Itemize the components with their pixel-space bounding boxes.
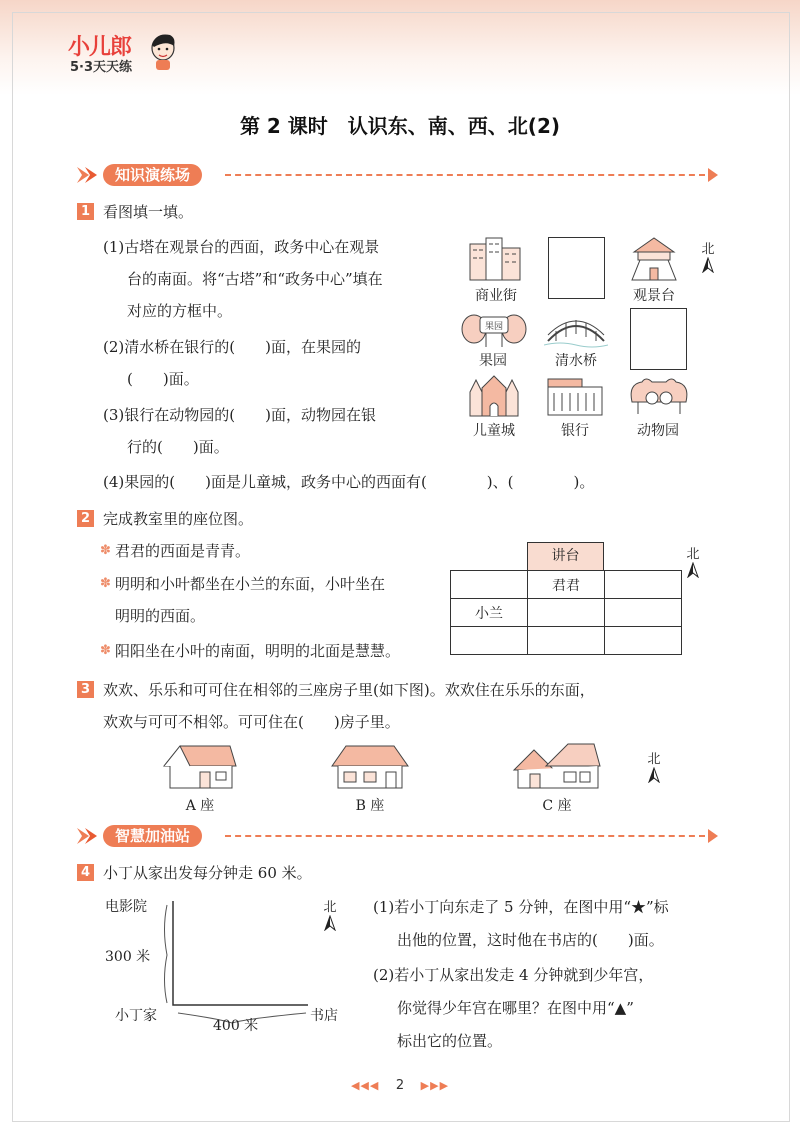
commercial-street-icon xyxy=(466,234,526,282)
seat-cell[interactable] xyxy=(451,627,528,655)
house-label-a: A 座 xyxy=(185,798,215,814)
bank-icon xyxy=(544,375,606,417)
page-footer xyxy=(0,1078,800,1093)
section-header-practice xyxy=(75,163,720,187)
north-arrow-icon xyxy=(687,562,699,578)
observation-deck-icon xyxy=(626,234,682,282)
map-label-childrens-city: 儿童城 xyxy=(473,423,515,439)
q1-part1-line3: 对应的方框中。 xyxy=(127,302,233,320)
seating-chart xyxy=(450,570,682,655)
label-cinema: 电影院 xyxy=(105,899,147,915)
house-c-icon xyxy=(512,742,602,790)
next-page-icon[interactable]: ▶▶▶ xyxy=(420,1079,450,1092)
orchard-icon xyxy=(460,307,528,349)
north-indicator xyxy=(320,896,340,935)
zoo-icon xyxy=(628,374,690,416)
q4-stem: 小丁从家出发每分钟走 60 米。 xyxy=(103,864,312,882)
north-arrow-icon xyxy=(324,915,336,931)
house-label-b: B 座 xyxy=(355,798,385,814)
question-number: 3 xyxy=(77,681,94,698)
podium: 讲台 xyxy=(527,542,604,571)
orchard-sign-text: 果园 xyxy=(484,322,504,332)
brand-subtitle: 5·3天天练 xyxy=(70,60,133,75)
childrens-city-icon xyxy=(464,372,524,418)
section-end-arrow-icon xyxy=(708,168,718,182)
flower-bullet-icon: ✽ xyxy=(100,576,111,591)
section-divider xyxy=(225,174,705,176)
north-arrow-icon xyxy=(648,767,660,783)
section-header-challenge xyxy=(75,824,720,848)
q1-part3-line1: (3)银行在动物园的( )面，动物园在银 xyxy=(103,406,376,424)
map-label-bank: 银行 xyxy=(561,423,589,439)
flower-bullet-icon: ✽ xyxy=(100,543,111,558)
house-a-icon xyxy=(160,742,240,790)
map-label-zoo: 动物园 xyxy=(637,423,679,439)
q2-clue1: 君君的西面是青青。 xyxy=(115,542,251,560)
q4-part2-line3: 标出它的位置。 xyxy=(397,1032,503,1050)
q4-part1-line1: (1)若小丁向东走了 5 分钟，在图中用“★”标 xyxy=(373,898,669,916)
section-arrow-icon xyxy=(75,163,105,187)
q1-stem: 看图填一填。 xyxy=(103,203,194,221)
q1-part3-line2: 行的( )面。 xyxy=(127,438,229,456)
label-vertical-distance: 300 米 xyxy=(105,949,151,965)
answer-box-south[interactable] xyxy=(630,308,687,370)
seat-cell[interactable] xyxy=(528,627,605,655)
house-b-icon xyxy=(330,742,410,790)
question-number: 1 xyxy=(77,203,94,220)
answer-box-north[interactable] xyxy=(548,237,605,299)
section-arrow-icon xyxy=(75,824,105,848)
north-label: 北 xyxy=(701,242,715,257)
seat-cell[interactable] xyxy=(605,571,682,599)
map-label-commercial-street: 商业街 xyxy=(475,288,517,304)
lesson-title: 第 2 课时 认识东、南、西、北(2) xyxy=(239,114,561,138)
q1-part2-line2: ( )面。 xyxy=(127,370,199,388)
section-end-arrow-icon xyxy=(708,829,718,843)
q2-clue2-line2: 明明的西面。 xyxy=(115,607,206,625)
section-divider xyxy=(225,835,705,837)
north-arrow-icon xyxy=(702,257,714,273)
seat-cell[interactable]: 君君 xyxy=(528,571,605,599)
north-label: 北 xyxy=(686,547,700,562)
north-label: 北 xyxy=(323,900,337,915)
seat-cell[interactable] xyxy=(528,599,605,627)
map-label-orchard: 果园 xyxy=(479,353,507,369)
seat-cell[interactable]: 小兰 xyxy=(451,599,528,627)
q3-line1: 欢欢、乐乐和可可住在相邻的三座房子里(如下图)。欢欢住在乐乐的东面， xyxy=(103,681,595,699)
q4-part2-line2: 你觉得少年宫在哪里？在图中用“▲” xyxy=(397,999,634,1017)
page-number: 2 xyxy=(395,1078,405,1093)
seat-cell[interactable] xyxy=(451,571,528,599)
map-label-clear-water-bridge: 清水桥 xyxy=(555,353,597,369)
label-horizontal-distance: 400 米 xyxy=(213,1018,259,1034)
map-label-observation-deck: 观景台 xyxy=(633,288,675,304)
label-home: 小丁家 xyxy=(115,1008,157,1024)
question-number: 2 xyxy=(77,510,94,527)
q2-clue2-line1: 明明和小叶都坐在小兰的东面，小叶坐在 xyxy=(115,575,386,593)
q4-part1-line2: 出他的位置，这时他在书店的( )面。 xyxy=(397,931,664,949)
north-indicator xyxy=(644,748,664,787)
section-label: 智慧加油站 xyxy=(103,825,202,847)
question-number: 4 xyxy=(77,864,94,881)
q1-part1-line1: (1)古塔在观景台的西面，政务中心在观景 xyxy=(103,238,380,256)
q2-clue3: 阳阳坐在小叶的南面，明明的北面是慧慧。 xyxy=(115,642,401,660)
q1-part4: (4)果园的( )面是儿童城，政务中心的西面有( )、( )。 xyxy=(103,473,595,491)
north-indicator xyxy=(683,543,703,582)
clear-water-bridge-icon xyxy=(544,309,608,349)
section-label: 知识演练场 xyxy=(103,164,202,186)
north-label: 北 xyxy=(647,752,661,767)
q2-stem: 完成教室里的座位图。 xyxy=(103,510,254,528)
q1-part2-line1: (2)清水桥在银行的( )面，在果园的 xyxy=(103,338,361,356)
flower-bullet-icon: ✽ xyxy=(100,643,111,658)
q4-part2-line1: (2)若小丁从家出发走 4 分钟就到少年宫， xyxy=(373,966,654,984)
label-bookstore: 书店 xyxy=(310,1008,338,1024)
route-diagram xyxy=(160,895,310,1030)
seat-cell[interactable] xyxy=(605,599,682,627)
prev-page-icon[interactable]: ◀◀◀ xyxy=(350,1079,380,1092)
mascot-icon xyxy=(148,32,178,72)
house-label-c: C 座 xyxy=(542,798,572,814)
q3-line2: 欢欢与可可不相邻。可可住在( )房子里。 xyxy=(103,713,400,731)
seat-cell[interactable] xyxy=(605,627,682,655)
north-indicator xyxy=(698,238,718,277)
logo: 小儿郎 xyxy=(68,35,132,60)
q1-part1-line2: 台的南面。将“古塔”和“政务中心”填在 xyxy=(127,270,383,288)
